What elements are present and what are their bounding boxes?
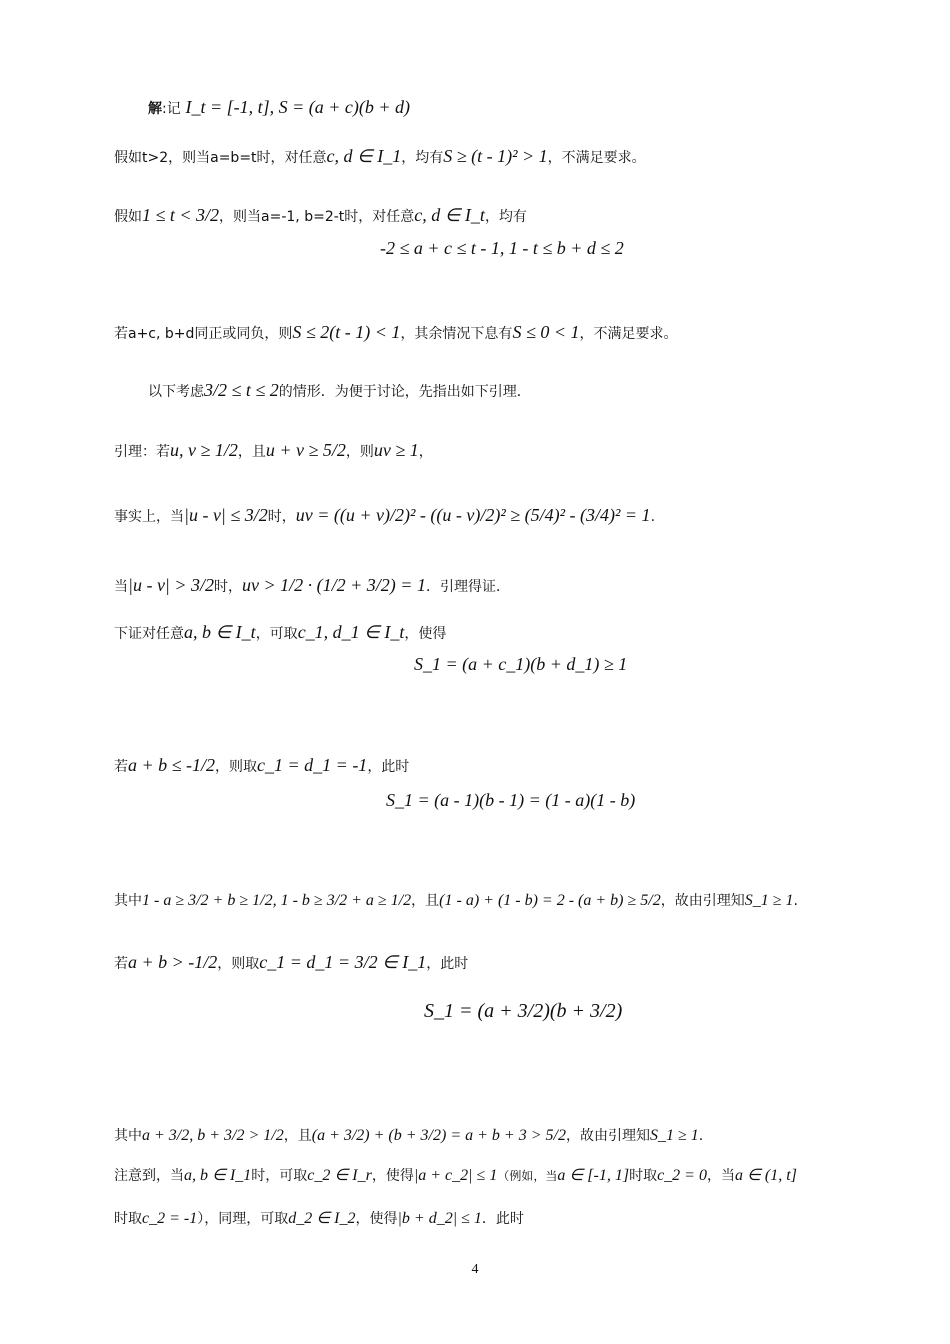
lemma	[114, 440, 433, 462]
text: 时，	[214, 579, 243, 595]
consider-case	[148, 380, 531, 402]
text: ，故由引理知	[660, 893, 745, 909]
text: （例如，当	[497, 1169, 558, 1183]
text: 时，可取	[251, 1168, 308, 1184]
display-formula-s1: S_1 = (a + c_1)(b + d_1) ≥ 1	[414, 654, 628, 674]
formula: S ≥ (t - 1)² > 1	[443, 146, 548, 166]
text: .	[793, 893, 798, 909]
formula: a, b ∈ I_t	[184, 622, 256, 642]
text: ．此时	[481, 1211, 524, 1227]
text: ，不满足要求。	[547, 150, 646, 166]
solution-colon: :记	[162, 101, 181, 117]
case-t-between	[114, 205, 527, 227]
formula: c, d ∈ I_t	[414, 205, 485, 225]
formula: d_2 ∈ I_2	[288, 1210, 356, 1227]
formula: |a + c_2| ≤ 1	[413, 1167, 498, 1184]
case-sum-small-detail	[114, 890, 798, 911]
text: ，则	[345, 444, 374, 460]
case-sum-small	[114, 755, 409, 777]
note-continued	[114, 1208, 524, 1229]
text: ，其余情况下息有	[400, 326, 513, 342]
text: 注意到，当	[114, 1168, 184, 1184]
display-formula-bounds: -2 ≤ a + c ≤ t - 1, 1 - t ≤ b + d ≤ 2	[380, 238, 624, 258]
text: ，当	[706, 1168, 735, 1184]
text: ，则当a=-1, b=2-t时，对任意	[219, 209, 415, 225]
text: ．引理得证．	[425, 579, 510, 595]
text: 若	[114, 759, 128, 775]
text: ，可取	[255, 626, 298, 642]
formula: a + b > -1/2	[128, 952, 218, 972]
text: 其中	[114, 1128, 142, 1144]
formula: a ∈ (1, t]	[734, 1167, 797, 1184]
text: ，且	[237, 444, 266, 460]
formula: S_1 ≥ 1	[649, 1127, 699, 1144]
text: .	[698, 1128, 704, 1144]
formula: |u - v| > 3/2	[128, 575, 215, 595]
formula: a ∈ [-1, 1]	[557, 1167, 630, 1184]
page-number: 4	[471, 1262, 479, 1277]
lemma-proof-case2	[114, 575, 510, 597]
formula: uv ≥ 1	[373, 440, 419, 460]
case-sum-large	[114, 952, 468, 974]
formula-interval-def: I_t = [-1, t], S = (a + c)(b + d)	[185, 97, 411, 117]
formula: 1 - a ≥ 3/2 + b ≥ 1/2, 1 - b ≥ 3/2 + a ≥ 1/2	[142, 892, 412, 909]
sign-case	[114, 322, 677, 344]
formula: uv = ((u + v)/2)² - ((u - v)/2)² ≥ (5/4)² - (3/4)² = 1	[295, 505, 651, 525]
text: 若	[114, 956, 128, 972]
formula: u + v ≥ 5/2	[265, 440, 346, 460]
formula: c, d ∈ I_1	[326, 146, 402, 166]
formula: c_2 = 0	[657, 1167, 707, 1184]
case-sum-large-detail	[114, 1125, 703, 1146]
text: ，使得	[355, 1211, 398, 1227]
text: 时取	[629, 1168, 658, 1184]
formula: c_1, d_1 ∈ I_t	[297, 622, 405, 642]
text: ，则取	[215, 759, 258, 775]
formula: S ≤ 0 < 1	[512, 322, 580, 342]
text: 时取	[114, 1211, 142, 1227]
text: 假如	[114, 209, 142, 225]
lemma-proof-case1	[114, 505, 655, 527]
text: ，均有	[484, 209, 527, 225]
text: ，使得	[404, 626, 447, 642]
formula: c_1 = d_1 = 3/2 ∈ I_1	[259, 952, 427, 972]
text: ，此时	[426, 956, 469, 972]
text: 其中	[114, 893, 142, 909]
formula: |u - v| ≤ 3/2	[184, 505, 268, 525]
formula: 3/2 ≤ t ≤ 2	[204, 380, 279, 400]
formula: (a + 3/2) + (b + 3/2) = a + b + 3 > 5/2	[311, 1127, 566, 1144]
claim	[114, 622, 446, 644]
text: 时，	[267, 509, 296, 525]
formula: S_1 ≥ 1	[744, 892, 794, 909]
text: ，此时	[367, 759, 410, 775]
text: ，故由引理知	[565, 1128, 650, 1144]
text: 以下考虑	[148, 384, 204, 400]
text: 事实上，当	[114, 509, 184, 525]
formula: u, v ≥ 1/2	[170, 440, 238, 460]
solution-intro	[148, 97, 410, 119]
formula: a, b ∈ I_1	[184, 1167, 252, 1184]
solution-label: 解	[148, 101, 162, 117]
text: ，均有	[401, 150, 444, 166]
formula: 1 ≤ t < 3/2	[142, 205, 220, 225]
text: ，则取	[217, 956, 260, 972]
text: 当	[114, 579, 128, 595]
text: ，且	[411, 893, 440, 909]
formula: (1 - a) + (1 - b) = 2 - (a + b) ≥ 5/2	[439, 892, 661, 909]
case-t-greater-2	[114, 146, 646, 168]
display-formula-s1-shift: S_1 = (a + 3/2)(b + 3/2)	[424, 1000, 623, 1022]
formula: S ≤ 2(t - 1) < 1	[292, 322, 401, 342]
text: 的情形．为便于讨论，先指出如下引理．	[278, 384, 531, 400]
text: .	[650, 509, 656, 525]
formula: uv > 1/2 · (1/2 + 3/2) = 1	[242, 575, 426, 595]
text: 假如t>2，则当a=b=t时，对任意	[114, 150, 327, 166]
text: ，使得	[371, 1168, 414, 1184]
text: 引理：若	[114, 444, 170, 460]
formula: a + 3/2, b + 3/2 > 1/2	[142, 1127, 284, 1144]
note	[114, 1165, 797, 1186]
text: ，不满足要求。	[579, 326, 678, 342]
text: 若a+c, b+d同正或同负，则	[114, 326, 293, 342]
text: ，	[418, 444, 433, 460]
text: ），同理，可取	[197, 1211, 289, 1227]
formula: c_1 = d_1 = -1	[257, 755, 368, 775]
formula: a + b ≤ -1/2	[128, 755, 216, 775]
text: ，且	[283, 1128, 312, 1144]
formula: |b + d_2| ≤ 1	[397, 1210, 482, 1227]
text: 下证对任意	[114, 626, 184, 642]
formula: c_2 = -1	[142, 1210, 198, 1227]
formula: c_2 ∈ I_r	[307, 1167, 372, 1184]
display-formula-s1-product: S_1 = (a - 1)(b - 1) = (1 - a)(1 - b)	[386, 790, 636, 810]
